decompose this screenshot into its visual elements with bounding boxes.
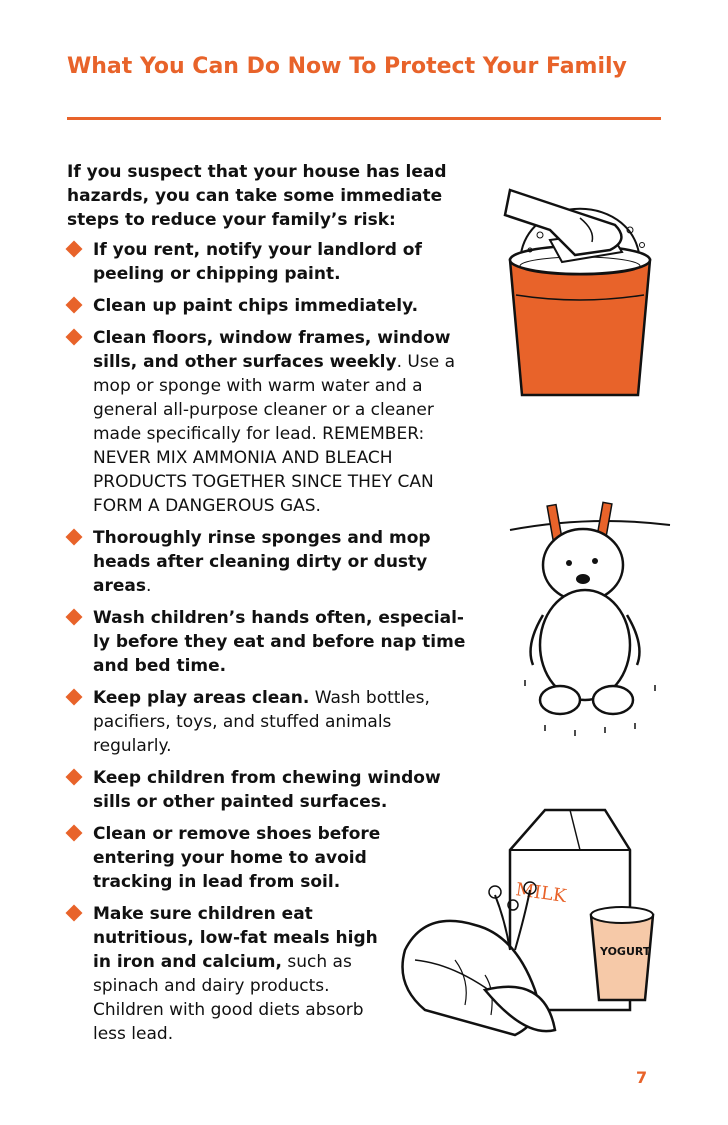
list-item bbox=[67, 686, 467, 758]
page-title: What You Can Do Now To Protect Your Family bbox=[67, 54, 627, 79]
step-text: Wash bottles, pacifiers, toys, and stuffed animals regularly. bbox=[93, 688, 430, 756]
step-bold-text: Thoroughly rinse sponges and mop heads after cleaning dirty or dusty areas bbox=[93, 528, 431, 596]
diamond-bullet-icon bbox=[66, 825, 83, 842]
list-item bbox=[67, 902, 393, 1046]
step-bold-text: Make sure children eat nutritious, low-fat meals high in iron and calcium, bbox=[93, 904, 378, 972]
step-bold-text: Clean floors, window frames, window sills, and other surfaces weekly bbox=[93, 328, 451, 372]
diamond-bullet-icon bbox=[66, 609, 83, 626]
step-bold-text: Wash children’s hands often, especial-ly before they eat and before nap time and bed time. bbox=[93, 608, 466, 676]
diamond-bullet-icon bbox=[66, 241, 83, 258]
diamond-bullet-icon bbox=[66, 769, 83, 786]
bucket-cleaning-illustration bbox=[480, 170, 680, 410]
step-bold-text: If you rent, notify your landlord of peeling or chipping paint. bbox=[93, 240, 422, 284]
diamond-bullet-icon bbox=[66, 297, 83, 314]
step-bold-text: Keep children from chewing window sills or other painted surfaces. bbox=[93, 768, 441, 812]
list-item bbox=[67, 294, 467, 318]
list-item bbox=[67, 822, 403, 894]
step-bold-text: Keep play areas clean. bbox=[93, 688, 310, 708]
teddy-bear-illustration bbox=[505, 495, 675, 745]
list-item bbox=[67, 606, 467, 678]
list-item bbox=[67, 526, 467, 598]
diamond-bullet-icon bbox=[66, 905, 83, 922]
list-item bbox=[67, 238, 467, 286]
step-text: . bbox=[145, 576, 152, 596]
step-text: such as spinach and dairy products. Children with good diets absorb less lead. bbox=[93, 952, 364, 1044]
diamond-bullet-icon bbox=[66, 689, 83, 706]
step-bold-text: Clean or remove shoes before entering your home to avoid tracking in lead from soil. bbox=[93, 824, 381, 892]
page-number: 7 bbox=[636, 1068, 648, 1087]
intro-paragraph: If you suspect that your house has lead hazards, you can take some immediate steps to reduce your family’s risk: bbox=[67, 162, 447, 230]
diamond-bullet-icon bbox=[66, 329, 83, 346]
yogurt-label: YOGURT bbox=[600, 945, 651, 958]
list-item bbox=[67, 326, 467, 518]
diamond-bullet-icon bbox=[66, 529, 83, 546]
step-text: . Use a mop or sponge with warm water and a general all-purpose cleaner or a cleaner made specifically for lead. REMEMBER: NEVER MIX AMMONIA AND BLEACH PRODUCTS TOGETHER SINCE THEY CAN FORM A DANGEROUS GAS. bbox=[93, 352, 455, 516]
title-divider bbox=[67, 117, 661, 120]
milk-yogurt-vegetables-illustration bbox=[395, 800, 665, 1050]
step-bold-text: Clean up paint chips immediately. bbox=[93, 296, 419, 316]
milk-label: MILK bbox=[514, 879, 568, 908]
